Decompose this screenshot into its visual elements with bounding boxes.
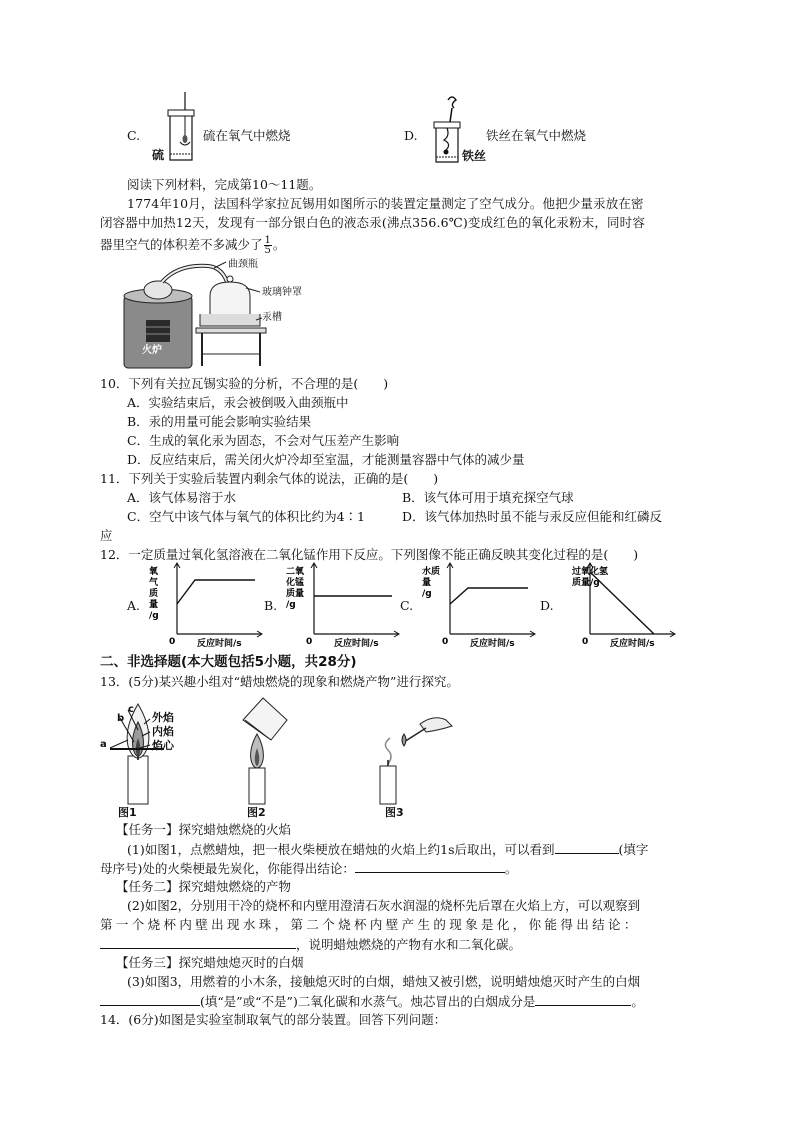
option-c-text: 硫在氧气中燃烧 (203, 128, 291, 143)
fig3-caption: 图3 (385, 806, 404, 819)
graph-a-curve (177, 580, 255, 604)
reading-line-3-text: 器里空气的体积差不多减少了 (100, 237, 263, 252)
graph-c-curve (450, 588, 528, 604)
reading-paragraph-line-1: 1774年10月，法国科学家拉瓦锡用如图所示的装置定量测定了空气成分。他把少量汞放在密 (127, 196, 644, 211)
q11-option-a: A．该气体易溶于水 (127, 490, 237, 505)
fig1-flame-core-label: 焰心 (152, 739, 174, 752)
q11-option-d: D．该气体加热时虽不能与汞反应但能和红磷反 (402, 509, 663, 524)
fig1-label-c: c (128, 704, 134, 715)
graph-c-origin: 0 (442, 637, 449, 647)
one-fifth-fraction (264, 236, 272, 255)
reading-line-3-end: 。 (272, 237, 286, 252)
graph-c-y-label: /g (422, 589, 432, 599)
mercury-trough-label: 汞槽 (262, 312, 282, 323)
q11-option-c: C．空气中该气体与氧气的体积比约为4∶1 (127, 509, 365, 524)
option-c-letter: C. (127, 128, 141, 143)
section-2-title: 二、非选择题(本大题包括5小题，共28分) (100, 654, 357, 670)
q13-task-1-heading: 【任务一】探究蜡烛燃烧的火焰 (116, 822, 292, 837)
graph-a-origin: 0 (169, 637, 176, 647)
fraction-denominator: 5 (264, 245, 271, 256)
graph-b-origin: 0 (306, 637, 313, 647)
answer-blank-flame-conclusion[interactable] (355, 860, 505, 873)
q11-stem: 11．下列关于实验后装置内剩余气体的说法，正确的是( ) (100, 471, 439, 486)
graph-a-x-label: 反应时间/s (197, 639, 242, 649)
graph-c-letter: C. (400, 598, 414, 613)
fig1-label-b: b (117, 713, 125, 724)
q13-task-1-line-1 (127, 841, 648, 858)
q13-task-1-line-2 (100, 860, 517, 877)
q10-option-c: C．生成的氧化汞为固态，不会对气压差产生影响 (127, 433, 400, 448)
answer-blank-flame-layer[interactable] (555, 841, 619, 854)
figure-2-beaker-over-candle (225, 694, 305, 822)
q13-task-1-line-2-end: 。 (504, 861, 518, 876)
q13-task-3-heading: 【任务三】探究蜡烛熄灭时的白烟 (116, 955, 304, 970)
graph-d-y-label: 质量/g (572, 578, 600, 588)
graph-c-y-label: 水质 (422, 567, 441, 577)
q13-task-2-line-3 (100, 936, 521, 953)
figure-3-relighting-candle (360, 694, 470, 822)
q13-task-1-line-1-end: (填字 (618, 842, 649, 857)
graph-a-y-label: 气 (149, 578, 159, 588)
q10-option-b: B．汞的用量可能会影响实验结果 (127, 414, 312, 429)
graph-b (282, 560, 402, 650)
graph-b-y-label: 二氧 (286, 567, 305, 577)
q10-stem: 10．下列有关拉瓦锡实验的分析，不合理的是( ) (100, 376, 389, 391)
q13-task-2-heading: 【任务二】探究蜡烛燃烧的产物 (116, 879, 292, 894)
graph-c-y-label: 量 (422, 578, 432, 588)
graph-b-y-label: /g (286, 600, 296, 610)
fig1-caption: 图1 (118, 806, 137, 819)
graph-c (418, 560, 538, 650)
graph-b-x-label: 反应时间/s (334, 639, 379, 649)
sulfur-label: 硫 (152, 148, 165, 162)
fig1-outer-flame-label: 外焰 (152, 711, 174, 724)
option-d-text: 铁丝在氧气中燃烧 (486, 128, 587, 143)
bell-jar-label: 玻璃钟罩 (262, 287, 302, 298)
graph-b-letter: B. (264, 598, 278, 613)
fraction-numerator: 1 (264, 235, 271, 246)
q13-task-2-line-1: (2)如图2，分别用干冷的烧杯和内壁用澄清石灰水润湿的烧杯先后罩在火焰上方，可以观察到 (127, 898, 641, 913)
reading-intro: 阅读下列材料，完成第10～11题。 (127, 177, 322, 192)
q13-task-3-line-1: (3)如图3，用燃着的小木条，接触熄灭时的白烟，蜡烛又被引燃，说明蜡烛熄灭时产生的白烟 (127, 974, 641, 989)
answer-blank-white-smoke[interactable] (535, 993, 631, 1006)
graph-a (145, 560, 265, 650)
graph-d-y-label: 过氧化氢 (572, 567, 609, 577)
graph-a-y-label: /g (149, 611, 159, 621)
answer-blank-is-or-not[interactable] (100, 993, 200, 1006)
graph-a-letter: A. (127, 598, 141, 613)
graph-a-y-label: 氧 (149, 567, 159, 577)
iron-wire-label: 铁丝 (462, 149, 487, 163)
graph-d-origin: 0 (582, 637, 589, 647)
reading-paragraph-line-2: 闭容器中加热12天，发现有一部分银白色的液态汞(沸点356.6℃)变成红色的氧化汞粉末，同时容 (100, 215, 645, 230)
reading-paragraph-line-3 (100, 236, 285, 255)
flask-label: 曲颈瓶 (228, 259, 258, 270)
graph-a-y-label: 质 (149, 589, 159, 599)
q13-task-2-line-3-text: ，说明蜡烛燃烧的产物有水和二氧化碳。 (296, 937, 522, 952)
q13-task-2-line-2: 第 一 个 烧 杯 内 壁 出 现 水 珠 ， 第 二 个 烧 杯 内 壁 产 生 的 现 象 是 化 ， 你 能 得 出 结 论 ： (100, 917, 637, 932)
q11-option-b: B．该气体可用于填充探空气球 (402, 490, 574, 505)
q13-task-3-line-2 (100, 993, 644, 1010)
graph-d-x-label: 反应时间/s (610, 639, 655, 649)
q14-stem: 14．(6分)如图是实验室制取氧气的部分装置。回答下列问题： (100, 1012, 447, 1027)
q13-task-1-line-1-text: (1)如图1，点燃蜡烛，把一根火柴梗放在蜡烛的火焰上约1s后取出，可以看到 (127, 842, 555, 857)
graph-d-letter: D. (540, 598, 554, 613)
furnace-label: 火炉 (142, 345, 162, 356)
q13-task-3-line-2-end: 。 (631, 994, 644, 1009)
q12-stem: 12．一定质量过氧化氢溶液在二氧化锰作用下反应。下列图像不能正确反映其变化过程的是( ) (100, 547, 639, 562)
option-d-letter: D. (404, 128, 418, 143)
graph-b-y-label: 化锰 (286, 578, 305, 588)
graph-c-x-label: 反应时间/s (470, 639, 515, 649)
fig1-label-a: a (100, 739, 107, 750)
graph-b-y-label: 质量 (286, 589, 305, 599)
q13-task-3-line-2-text: (填“是”或“不是”)二氧化碳和水蒸气。烛芯冒出的白烟成分是 (200, 994, 536, 1009)
q11-option-d-continued: 应 (100, 528, 113, 543)
answer-blank-product-conclusion[interactable] (100, 936, 296, 949)
q13-task-1-line-2-text: 母序号)处的火柴梗最先炭化，你能得出结论： (100, 861, 355, 876)
graph-d (558, 560, 678, 650)
q10-option-d: D．反应结束后，需关闭火炉冷却至室温，才能测量容器中气体的减少量 (127, 452, 525, 467)
q10-option-a: A．实验结束后，汞会被倒吸入曲颈瓶中 (127, 395, 349, 410)
fig2-caption: 图2 (247, 806, 266, 819)
q13-stem: 13．(5分)某兴趣小组对“蜡烛燃烧的现象和燃烧产物”进行探究。 (100, 674, 459, 689)
graph-a-y-label: 量 (149, 600, 159, 610)
fig1-inner-flame-label: 内焰 (152, 725, 174, 738)
